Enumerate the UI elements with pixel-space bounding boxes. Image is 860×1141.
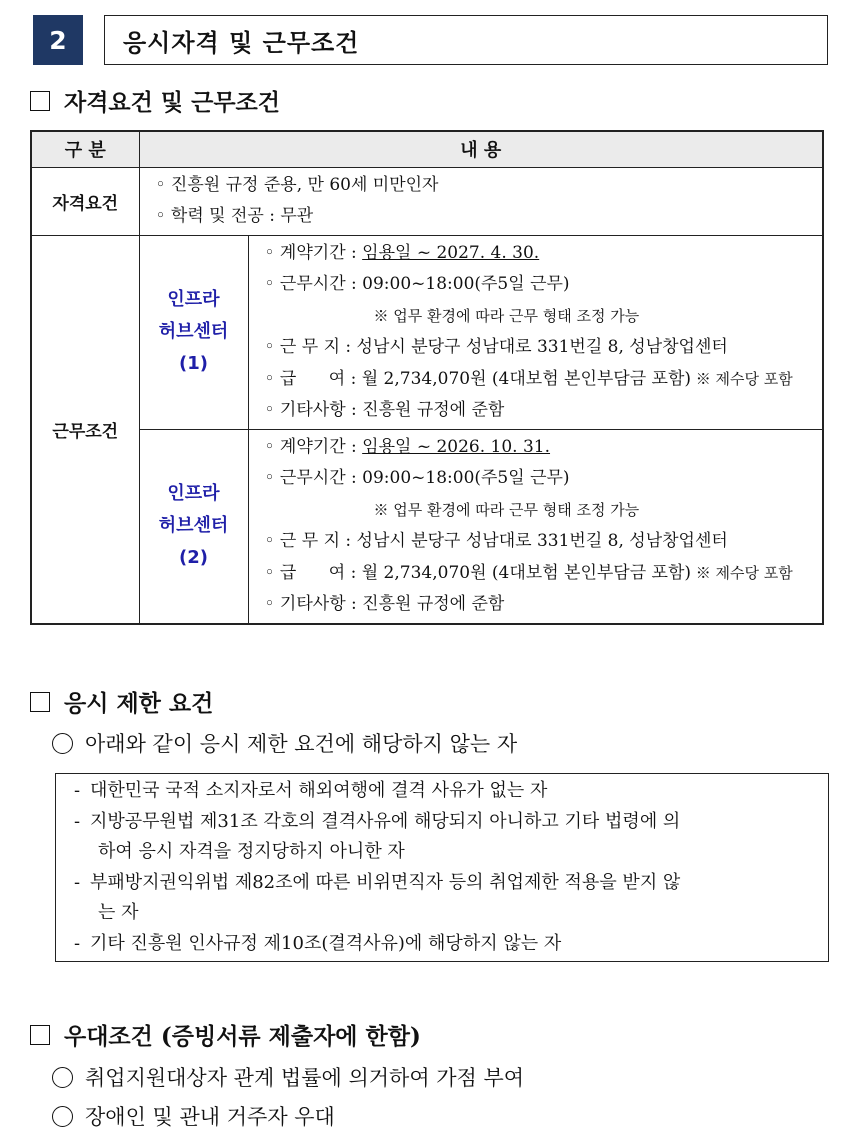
work-group-row: [31, 429, 823, 624]
conditions-table: [30, 130, 824, 625]
etc-info: ◦ 기타사항 : 진흥원 규정에 준함: [264, 400, 505, 420]
restriction-item: [74, 929, 816, 960]
preference-text: 취업지원대상자 관계 법률에 의거하여 가점 부여: [85, 1066, 525, 1090]
table-header-row: [31, 131, 823, 167]
qualification-row: [31, 167, 823, 235]
contract-prefix: ◦ 계약기간 :: [264, 242, 363, 263]
qualification-line: ◦ 학력 및 전공 : 무관: [155, 206, 314, 226]
qualification-line: ◦ 진흥원 규정 준용, 만 60세 미만인자: [155, 174, 439, 195]
dash-bullet: -: [74, 780, 81, 801]
dash-bullet: -: [74, 871, 81, 893]
section-number-badge: 2: [33, 15, 83, 65]
restriction-text: 지방공무원법 제31조 각호의 결격사유에 해당되지 아니하고 기타 법령에 의: [90, 810, 681, 832]
contract-prefix: ◦ 계약기간 :: [264, 436, 363, 457]
group-name-line: 인프라: [167, 483, 220, 504]
group-name-line: 인프라: [167, 289, 220, 310]
dash-bullet: -: [74, 932, 81, 954]
salary: [249, 558, 823, 590]
preference-text: 장애인 및 관내 거주자 우대: [85, 1105, 335, 1129]
header-category: 구 분: [31, 131, 139, 167]
restriction-item: [74, 776, 816, 807]
restriction-item: [74, 868, 816, 899]
work-group-details: [248, 429, 823, 624]
section3-title: 우대조건 (증빙서류 제출자에 한함): [64, 1023, 421, 1050]
salary-note: ※ 제수당 포함: [691, 369, 793, 388]
restriction-item: [74, 807, 816, 838]
section3-heading: [30, 1018, 421, 1051]
section1-title: 자격요건 및 근무조건: [64, 89, 280, 116]
section2-title: 응시 제한 요건: [64, 690, 214, 717]
etc-info: ◦ 기타사항 : 진흥원 규정에 준함: [264, 594, 505, 614]
qualification-label: 자격요건: [31, 167, 139, 235]
salary: [249, 364, 823, 396]
contract-value: 임용일 ~ 2026. 10. 31.: [362, 436, 551, 457]
salary-text: ◦ 급 여 : 월 2,734,070원 (4대보험 본인부담금 포함): [264, 368, 692, 389]
restriction-text: 기타 진흥원 인사규정 제10조(결격사유)에 해당하지 않는 자: [90, 932, 562, 954]
section2-lead: [52, 728, 517, 758]
work-conditions-label: 근무조건: [31, 235, 139, 624]
work-hours: ◦ 근무시간 : 09:00~18:00(주5일 근무): [264, 468, 570, 488]
group-name-line: 허브센터: [158, 321, 229, 342]
group-name-line: (1): [179, 353, 208, 374]
restriction-text: 부패방지권익위법 제82조에 따른 비위면직자 등의 취업제한 적용을 받지 않: [90, 871, 681, 893]
restriction-box: [55, 773, 829, 962]
work-location: ◦ 근 무 지 : 성남시 분당구 성남대로 331번길 8, 성남창업센터: [264, 337, 728, 357]
contract-period: [249, 238, 823, 270]
checkbox-square-icon: [30, 91, 50, 111]
restriction-continuation: 하여 응시 자격을 정지당하지 아니한 자: [98, 841, 405, 862]
qualification-content: [139, 167, 823, 235]
checkbox-square-icon: [30, 692, 50, 712]
work-group-row: [31, 235, 823, 429]
group-name-line: 허브센터: [158, 515, 229, 536]
work-group-name: [139, 235, 248, 429]
section2-heading: [30, 685, 213, 718]
preference-item: [52, 1062, 524, 1092]
work-group-name: [139, 429, 248, 624]
group-name-line: (2): [179, 547, 208, 568]
restriction-continuation: 는 자: [98, 902, 139, 923]
work-group-details: [248, 235, 823, 429]
contract-value: 임용일 ~ 2027. 4. 30.: [362, 242, 540, 263]
restriction-text: 대한민국 국적 소지자로서 해외여행에 결격 사유가 없는 자: [90, 780, 548, 801]
section1-heading: [30, 84, 280, 117]
contract-period: [249, 432, 823, 464]
preference-item: [52, 1101, 335, 1131]
salary-note: ※ 제수당 포함: [691, 563, 793, 582]
salary-text: ◦ 급 여 : 월 2,734,070원 (4대보험 본인부담금 포함): [264, 562, 692, 583]
circle-bullet-icon: [52, 1106, 73, 1127]
dash-bullet: -: [74, 810, 81, 832]
section-header-title: 응시자격 및 근무조건: [104, 15, 828, 65]
circle-bullet-icon: [52, 1067, 73, 1088]
header-content: 내 용: [139, 131, 823, 167]
section2-lead-text: 아래와 같이 응시 제한 요건에 해당하지 않는 자: [85, 732, 518, 756]
work-hours-note: ※ 업무 환경에 따라 근무 형태 조정 가능: [373, 500, 640, 519]
work-hours-note: ※ 업무 환경에 따라 근무 형태 조정 가능: [373, 306, 640, 325]
checkbox-square-icon: [30, 1025, 50, 1045]
work-location: ◦ 근 무 지 : 성남시 분당구 성남대로 331번길 8, 성남창업센터: [264, 531, 728, 551]
circle-bullet-icon: [52, 733, 73, 754]
work-hours: ◦ 근무시간 : 09:00~18:00(주5일 근무): [264, 274, 570, 294]
